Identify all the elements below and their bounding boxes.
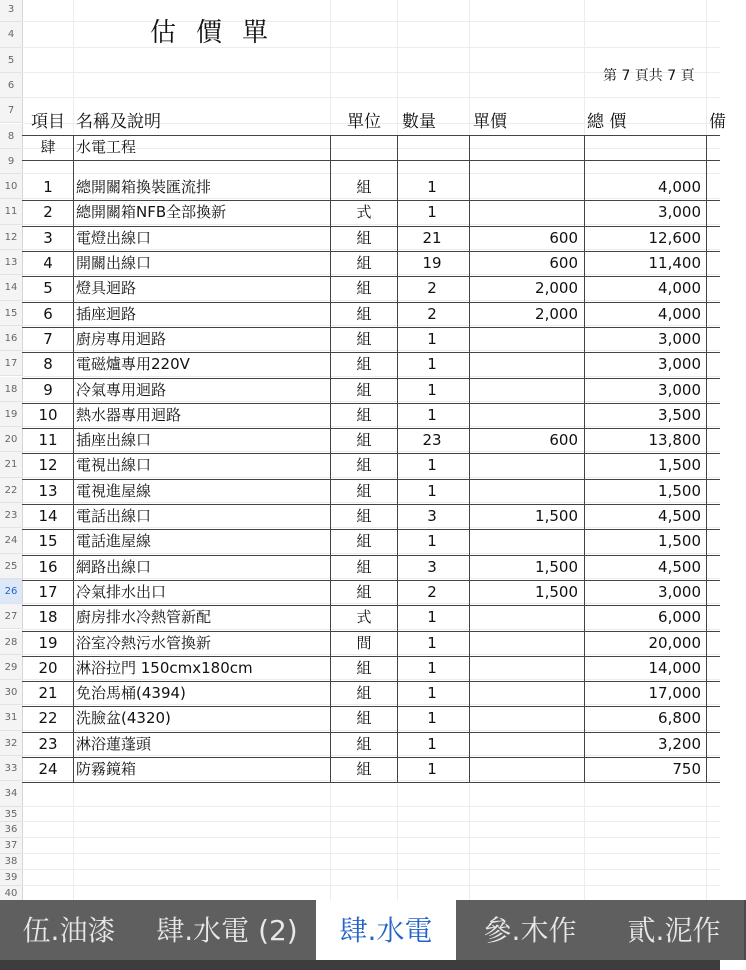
table-cell-unit[interactable]: 組: [356, 329, 372, 348]
table-cell-name[interactable]: 淋浴拉門 150cmx180cm: [76, 658, 253, 677]
header-note[interactable]: 備: [709, 112, 726, 132]
page-indicator: 第 7 頁共 7 頁: [603, 68, 695, 84]
table-border: [22, 160, 720, 161]
table-border: [22, 352, 720, 353]
row-number[interactable]: 11: [0, 199, 22, 224]
table-cell-qty[interactable]: 2: [427, 582, 437, 601]
table-cell-name[interactable]: 電視進屋線: [76, 481, 152, 500]
gridline: [22, 97, 720, 98]
table-cell-price[interactable]: [470, 378, 578, 403]
row-number[interactable]: 30: [0, 680, 22, 705]
table-cell-total[interactable]: 11,400: [648, 254, 701, 272]
table-cell-unit[interactable]: 組: [356, 507, 372, 525]
table-cell-no[interactable]: 2: [43, 203, 53, 222]
table-cell-total[interactable]: 1,500: [658, 481, 701, 500]
header-total[interactable]: 總 價: [587, 112, 627, 132]
table-cell-unit[interactable]: 式: [356, 608, 372, 627]
table-border: [22, 302, 720, 303]
table-cell-no[interactable]: 11: [38, 431, 58, 450]
row-number[interactable]: 24: [0, 528, 22, 553]
table-cell-qty[interactable]: 1: [427, 203, 437, 222]
section-code[interactable]: 肆: [40, 138, 56, 156]
table-border: [397, 135, 398, 782]
table-cell-qty[interactable]: 1: [427, 633, 437, 652]
table-cell-name[interactable]: 冷氣專用迴路: [76, 380, 167, 399]
table-cell-unit[interactable]: 組: [356, 684, 372, 703]
table-cell-price[interactable]: 600: [549, 254, 578, 272]
row-number[interactable]: 16: [0, 326, 22, 351]
table-border: [22, 529, 720, 530]
page-title: 估價單: [150, 18, 289, 48]
row-number[interactable]: 13: [0, 250, 22, 275]
table-cell-qty[interactable]: 21: [422, 228, 442, 247]
table-cell-name[interactable]: 免治馬桶(4394): [76, 684, 186, 703]
table-cell-qty[interactable]: 23: [422, 431, 442, 450]
table-border: [22, 782, 720, 783]
table-cell-total[interactable]: 4,000: [658, 304, 701, 323]
table-cell-qty[interactable]: 1: [427, 456, 437, 475]
header-qty[interactable]: 數量: [402, 112, 436, 132]
table-cell-no[interactable]: 17: [38, 582, 58, 601]
table-cell-price[interactable]: [470, 681, 578, 706]
table-cell-no[interactable]: 21: [38, 684, 58, 703]
gridline: [22, 173, 720, 174]
gridline: [22, 21, 720, 22]
table-cell-qty[interactable]: 1: [427, 684, 437, 703]
table-cell-unit[interactable]: 組: [356, 279, 372, 298]
table-border: [22, 135, 720, 136]
table-cell-total[interactable]: 4,500: [658, 507, 701, 525]
bottom-bar: [0, 960, 720, 970]
table-cell-unit[interactable]: 組: [356, 355, 372, 374]
table-cell-name[interactable]: 熱水器專用迴路: [76, 405, 182, 424]
table-cell-price[interactable]: 1,500: [535, 507, 578, 525]
table-cell-name[interactable]: 淋浴蓮蓬頭: [76, 734, 152, 753]
table-cell-name[interactable]: 電磁爐專用220V: [76, 355, 190, 374]
header-unit[interactable]: 單位: [347, 112, 381, 132]
table-cell-no[interactable]: 8: [43, 355, 53, 374]
gridline: [22, 853, 720, 854]
table-border: [22, 327, 720, 328]
table-cell-no[interactable]: 18: [38, 608, 58, 627]
table-cell-no[interactable]: 16: [38, 557, 58, 576]
table-cell-qty[interactable]: 1: [427, 355, 437, 374]
table-cell-name[interactable]: 冷氣排水出口: [76, 582, 167, 601]
table-cell-unit[interactable]: 組: [356, 658, 372, 677]
table-cell-total[interactable]: 4,500: [658, 557, 701, 576]
table-cell-unit[interactable]: 組: [356, 178, 372, 197]
row-number[interactable]: 31: [0, 705, 22, 730]
table-cell-total[interactable]: 17,000: [648, 684, 701, 703]
row-number[interactable]: 37: [0, 838, 22, 854]
table-cell-total[interactable]: 6,000: [658, 608, 701, 627]
table-cell-qty[interactable]: 1: [427, 734, 437, 753]
table-cell-price[interactable]: [470, 656, 578, 681]
table-border: [22, 428, 720, 429]
table-border: [22, 378, 720, 379]
table-cell-name[interactable]: 網路出線口: [76, 557, 152, 576]
table-border: [22, 453, 720, 454]
table-cell-name[interactable]: 防霧鏡箱: [76, 760, 137, 778]
table-cell-no[interactable]: 5: [43, 279, 53, 298]
gridline: [22, 869, 720, 870]
table-cell-total[interactable]: 3,000: [658, 355, 701, 374]
table-cell-qty[interactable]: 3: [427, 507, 437, 525]
table-cell-unit[interactable]: 組: [356, 431, 372, 450]
row-number[interactable]: 3: [0, 0, 22, 22]
row-number[interactable]: 34: [0, 781, 22, 806]
table-cell-qty[interactable]: 1: [427, 760, 437, 778]
table-cell-name[interactable]: 電視出線口: [76, 456, 152, 475]
table-cell-price[interactable]: 1,500: [535, 582, 578, 601]
table-cell-name[interactable]: 電話出線口: [76, 507, 152, 525]
table-cell-qty[interactable]: 1: [427, 329, 437, 348]
gridline: [22, 885, 720, 886]
table-cell-qty[interactable]: 1: [427, 380, 437, 399]
table-border: [22, 605, 720, 606]
table-cell-price[interactable]: 2,000: [535, 304, 578, 323]
table-cell-qty[interactable]: 1: [427, 658, 437, 677]
table-cell-price[interactable]: [470, 631, 578, 656]
row-number[interactable]: 20: [0, 427, 22, 452]
table-cell-name[interactable]: 總開關箱NFB全部換新: [76, 203, 227, 222]
table-cell-unit[interactable]: 組: [356, 228, 372, 247]
table-cell-price[interactable]: 600: [549, 431, 578, 450]
table-cell-unit[interactable]: 組: [356, 582, 372, 601]
table-cell-name[interactable]: 廚房專用迴路: [76, 329, 167, 348]
table-cell-unit[interactable]: 組: [356, 760, 372, 778]
table-cell-name[interactable]: 插座迴路: [76, 304, 137, 323]
table-border: [22, 504, 720, 505]
row-number[interactable]: 33: [0, 756, 22, 781]
table-cell-unit[interactable]: 組: [356, 304, 372, 323]
table-border: [22, 276, 720, 277]
table-border: [22, 403, 720, 404]
table-cell-unit[interactable]: 組: [356, 532, 372, 551]
row-number[interactable]: 27: [0, 604, 22, 629]
table-cell-qty[interactable]: 2: [427, 304, 437, 323]
table-cell-unit[interactable]: 組: [356, 380, 372, 399]
table-cell-qty[interactable]: 1: [427, 178, 437, 197]
table-cell-qty[interactable]: 1: [427, 481, 437, 500]
row-number[interactable]: 6: [0, 73, 22, 98]
table-border: [469, 135, 470, 782]
table-cell-price[interactable]: [470, 175, 578, 200]
table-cell-price[interactable]: [470, 479, 578, 504]
row-number[interactable]: 32: [0, 731, 22, 756]
sheet-tab[interactable]: 參.木作: [456, 900, 606, 960]
table-cell-price[interactable]: [470, 706, 578, 731]
header-price[interactable]: 單價: [473, 112, 507, 132]
table-cell-no[interactable]: 6: [43, 304, 53, 323]
row-number[interactable]: 22: [0, 478, 22, 503]
sheet-tab[interactable]: 伍.油漆: [0, 900, 140, 960]
table-border: [22, 656, 720, 657]
table-cell-unit[interactable]: 組: [356, 254, 372, 272]
table-cell-unit[interactable]: 組: [356, 481, 372, 500]
row-number[interactable]: 38: [0, 854, 22, 870]
table-cell-price[interactable]: 1,500: [535, 557, 578, 576]
row-number[interactable]: 14: [0, 275, 22, 300]
table-border: [22, 226, 720, 227]
table-cell-price[interactable]: [470, 200, 578, 225]
table-cell-price[interactable]: [470, 327, 578, 352]
table-border: [22, 757, 720, 758]
row-number[interactable]: 17: [0, 351, 22, 376]
table-cell-price[interactable]: 600: [549, 228, 578, 247]
table-cell-name[interactable]: 燈具迴路: [76, 279, 137, 298]
table-border: [330, 135, 331, 782]
table-cell-qty[interactable]: 2: [427, 279, 437, 298]
gridline: [22, 47, 720, 48]
table-border: [22, 580, 720, 581]
row-number[interactable]: 19: [0, 402, 22, 427]
row-number[interactable]: 8: [0, 124, 22, 149]
row-number[interactable]: 40: [0, 886, 22, 902]
sheet-tab[interactable]: 貳.泥作: [604, 900, 746, 960]
table-cell-total[interactable]: 3,000: [658, 203, 701, 222]
table-cell-unit[interactable]: 間: [356, 633, 372, 652]
table-cell-name[interactable]: 浴室冷熱污水管換新: [76, 633, 212, 652]
table-cell-unit[interactable]: 組: [356, 734, 372, 753]
table-border: [22, 732, 720, 733]
table-cell-name[interactable]: 開關出線口: [76, 254, 152, 272]
row-number[interactable]: 23: [0, 503, 22, 528]
row-number[interactable]: 21: [0, 452, 22, 477]
gridline: [22, 821, 720, 822]
section-name[interactable]: 水電工程: [76, 138, 137, 156]
table-cell-no[interactable]: 9: [43, 380, 53, 399]
table-border: [73, 135, 74, 782]
gridline: [22, 806, 720, 807]
sheet-tab[interactable]: 肆.水電 (2): [138, 900, 318, 960]
table-border: [22, 555, 720, 556]
table-cell-unit[interactable]: 組: [356, 557, 372, 576]
table-cell-qty[interactable]: 1: [427, 532, 437, 551]
table-cell-name[interactable]: 電話進屋線: [76, 532, 152, 551]
table-cell-total[interactable]: 13,800: [648, 431, 701, 450]
table-cell-unit[interactable]: 式: [356, 203, 372, 222]
row-number[interactable]: 39: [0, 870, 22, 886]
row-number[interactable]: 35: [0, 807, 22, 823]
table-cell-price[interactable]: [470, 529, 578, 554]
table-cell-price[interactable]: [470, 605, 578, 630]
table-cell-name[interactable]: 電燈出線口: [76, 228, 152, 247]
gridline: [22, 837, 720, 838]
row-number[interactable]: 5: [0, 48, 22, 73]
table-border: [22, 706, 720, 707]
table-cell-no[interactable]: 4: [43, 254, 53, 272]
row-number[interactable]: 9: [0, 149, 22, 174]
header-item[interactable]: 項目: [31, 112, 65, 132]
table-cell-total[interactable]: 1,500: [658, 456, 701, 475]
table-cell-no[interactable]: 15: [38, 532, 58, 551]
table-cell-total[interactable]: 14,000: [648, 658, 701, 677]
table-cell-total[interactable]: 3,000: [658, 380, 701, 399]
row-number[interactable]: 18: [0, 377, 22, 402]
table-border: [22, 681, 720, 682]
row-number[interactable]: 36: [0, 822, 22, 838]
row-number[interactable]: 28: [0, 630, 22, 655]
table-cell-qty[interactable]: 1: [427, 608, 437, 627]
table-cell-no[interactable]: 7: [43, 329, 53, 348]
row-number[interactable]: 15: [0, 301, 22, 326]
table-cell-total[interactable]: 6,800: [658, 709, 701, 728]
table-cell-name[interactable]: 廚房排水冷熱管新配: [76, 608, 212, 627]
table-cell-total[interactable]: 3,000: [658, 582, 701, 601]
table-cell-no[interactable]: 14: [38, 507, 58, 525]
table-cell-total[interactable]: 750: [672, 760, 701, 778]
table-cell-no[interactable]: 12: [38, 456, 58, 475]
table-cell-name[interactable]: 插座出線口: [76, 431, 152, 450]
table-cell-price[interactable]: [470, 453, 578, 478]
table-cell-unit[interactable]: 組: [356, 405, 372, 424]
table-cell-unit[interactable]: 組: [356, 456, 372, 475]
table-cell-no[interactable]: 3: [43, 228, 53, 247]
table-cell-no[interactable]: 13: [38, 481, 58, 500]
table-cell-total[interactable]: 20,000: [648, 633, 701, 652]
table-cell-total[interactable]: 3,500: [658, 405, 701, 424]
row-number[interactable]: 10: [0, 174, 22, 199]
table-border: [22, 251, 720, 252]
table-cell-no[interactable]: 22: [38, 709, 58, 728]
table-border: [706, 135, 707, 782]
table-cell-total[interactable]: 3,000: [658, 329, 701, 348]
row-number[interactable]: 4: [0, 22, 22, 47]
row-number[interactable]: 29: [0, 655, 22, 680]
table-cell-qty[interactable]: 1: [427, 405, 437, 424]
table-cell-total[interactable]: 12,600: [648, 228, 701, 247]
row-number[interactable]: 7: [0, 98, 22, 123]
table-border: [22, 479, 720, 480]
table-cell-total[interactable]: 4,000: [658, 279, 701, 298]
table-cell-total[interactable]: 3,200: [658, 734, 701, 753]
table-cell-price[interactable]: 2,000: [535, 279, 578, 298]
row-number[interactable]: 26: [0, 579, 22, 604]
table-cell-no[interactable]: 24: [38, 760, 58, 778]
table-border: [584, 135, 585, 782]
table-cell-price[interactable]: [470, 352, 578, 377]
sheet-tab[interactable]: 肆.水電: [316, 900, 458, 960]
table-cell-price[interactable]: [470, 732, 578, 757]
table-border: [22, 200, 720, 201]
header-name[interactable]: 名稱及說明: [76, 112, 161, 132]
table-cell-qty[interactable]: 1: [427, 709, 437, 728]
table-cell-total[interactable]: 4,000: [658, 178, 701, 197]
table-cell-name[interactable]: 洗臉盆(4320): [76, 709, 171, 728]
table-cell-no[interactable]: 19: [38, 633, 58, 652]
row-number[interactable]: 25: [0, 554, 22, 579]
table-cell-unit[interactable]: 組: [356, 709, 372, 728]
table-cell-no[interactable]: 1: [43, 178, 53, 197]
row-number[interactable]: 12: [0, 225, 22, 250]
sheet-tab-bar: [0, 900, 720, 960]
table-cell-price[interactable]: [470, 757, 578, 782]
table-cell-no[interactable]: 23: [38, 734, 58, 753]
table-cell-name[interactable]: 總開關箱換裝匯流排: [76, 178, 212, 197]
table-cell-qty[interactable]: 3: [427, 557, 437, 576]
table-border: [22, 631, 720, 632]
table-cell-qty[interactable]: 19: [422, 254, 442, 272]
table-cell-no[interactable]: 20: [38, 658, 58, 677]
table-cell-no[interactable]: 10: [38, 405, 58, 424]
table-cell-total[interactable]: 1,500: [658, 532, 701, 551]
table-cell-price[interactable]: [470, 403, 578, 428]
